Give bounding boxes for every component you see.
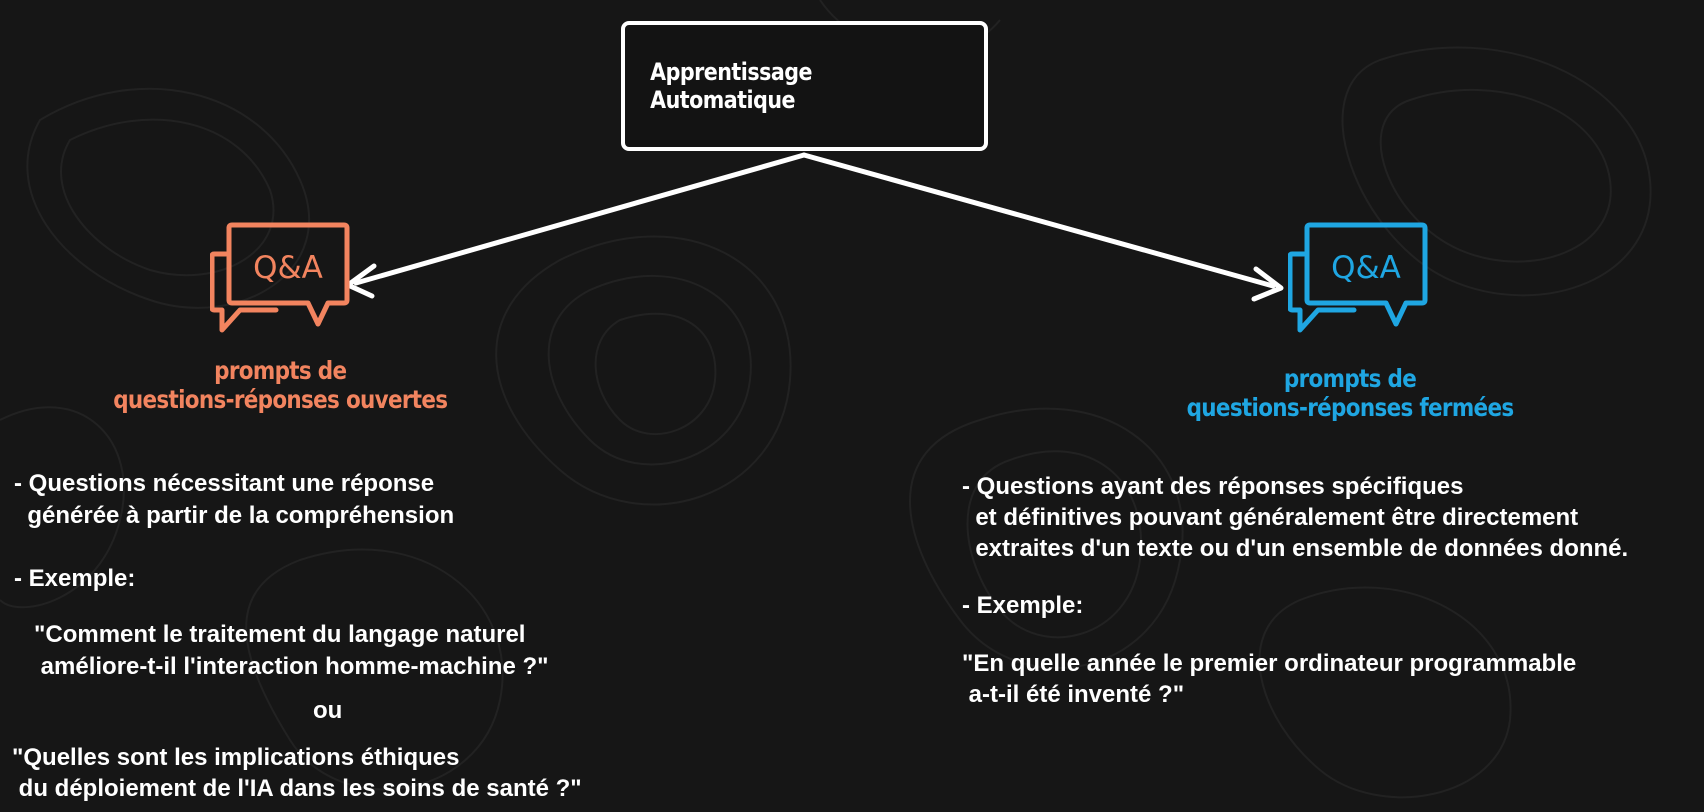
closed-description-line-2: et définitives pouvant généralement être directement <box>962 504 1579 531</box>
example-separator: ou <box>313 697 343 724</box>
qa-chat-bubbles-icon-open <box>210 222 350 334</box>
root-node <box>621 21 988 151</box>
open-prompts-title <box>80 356 480 414</box>
arrow-to-open-prompts <box>356 155 804 283</box>
root-node-label: Apprentissage Automatique <box>650 58 813 114</box>
open-example-1-line-1: "Comment le traitement du langage naturel <box>34 621 526 648</box>
open-prompts-title-line-2: questions-réponses ouvertes <box>112 385 448 414</box>
qa-chat-bubbles-icon-closed <box>1288 222 1428 334</box>
qa-icon-label-right: Q&A <box>1331 250 1401 286</box>
qa-icon-label-left: Q&A <box>253 250 323 286</box>
closed-prompts-title <box>1150 364 1550 422</box>
open-example-1-line-2: améliore-t-il l'interaction homme-machine ?" <box>34 653 549 680</box>
open-description-line-2: générée à partir de la compréhension <box>14 502 455 529</box>
open-prompts-title-line-1: prompts de <box>213 356 347 385</box>
arrow-to-closed-prompts <box>804 155 1273 286</box>
closed-example-line-2: a-t-il été inventé ?" <box>962 681 1185 708</box>
closed-example-line-1: "En quelle année le premier ordinateur programmable <box>962 650 1577 677</box>
closed-prompts-title-line-2: questions-réponses fermées <box>1186 393 1514 422</box>
open-example-label: - Exemple: <box>14 565 136 592</box>
closed-description-line-3: extraites d'un texte ou d'un ensemble de données donné. <box>962 535 1629 562</box>
closed-prompts-title-line-1: prompts de <box>1283 364 1417 393</box>
open-description-line-1: - Questions nécessitant une réponse <box>14 470 435 497</box>
closed-example-label: - Exemple: <box>962 592 1084 619</box>
closed-description-line-1: - Questions ayant des réponses spécifiques <box>962 473 1464 500</box>
open-example-2-line-1: "Quelles sont les implications éthiques <box>12 744 460 771</box>
open-example-2-line-2: du déploiement de l'IA dans les soins de santé ?" <box>12 775 582 802</box>
